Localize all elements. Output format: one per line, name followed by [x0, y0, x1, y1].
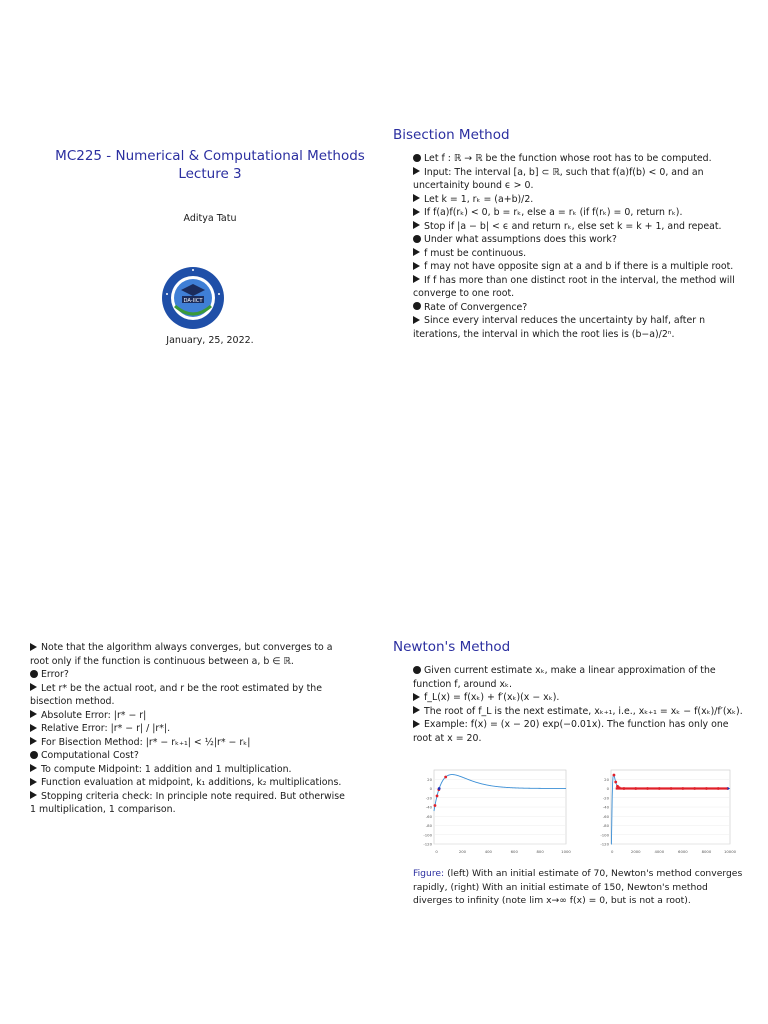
triangle-bullet-icon — [30, 791, 37, 799]
x-tick-label: 1000 — [561, 849, 571, 854]
bullet-item: Since every interval reduces the uncertainty by half, after n iterations, the interval in which the root lies is (b−a)/2ⁿ. — [413, 315, 706, 340]
bullet-item: Rate of Convergence? — [413, 301, 741, 315]
course-title: MC225 - Numerical & Computational Methods — [55, 148, 365, 164]
bullet-item: f must be continuous. — [413, 247, 741, 261]
bullet-item: The root of f_L is the next estimate, xₖ₊₁, i.e., xₖ₊₁ = xₖ − f(xₖ)/f′(xₖ). — [413, 705, 743, 719]
y-tick-label: -100 — [600, 832, 609, 838]
y-tick-label: -100 — [423, 832, 432, 838]
y-tick-label: -120 — [600, 841, 609, 847]
bullet-item: Note that the algorithm always converges, but converges to a root only if the function is continuous between a, b ∈ ℝ. — [30, 642, 333, 667]
iterate-point — [434, 804, 437, 807]
title-slide — [30, 147, 390, 224]
bullet-item: To compute Midpoint: 1 addition and 1 multiplication. — [30, 763, 348, 777]
triangle-bullet-icon — [413, 720, 420, 728]
bullet-item: Stopping criteria check: In principle note required. But otherwise 1 multiplication, 1 comparison. — [30, 790, 345, 815]
author-name: Aditya Tatu — [183, 213, 237, 224]
bullet-item: If f(a)f(rₖ) < 0, b = rₖ, else a = rₖ (if f(rₖ) = 0, return rₖ). — [413, 206, 741, 220]
triangle-bullet-icon — [413, 208, 420, 216]
triangle-bullet-icon — [30, 643, 37, 651]
bullet-item: Input: The interval [a, b] ⊂ ℝ, such that f(a)f(b) < 0, and an uncertainity bound ϵ > 0. — [413, 166, 704, 191]
caption-label: Figure: — [413, 868, 445, 879]
y-tick-label: 0 — [429, 786, 432, 791]
triangle-bullet-icon — [30, 724, 37, 732]
bullet-item: For Bisection Method: |r* − rₖ₊₁| < ½|r* − rₖ| — [30, 736, 348, 750]
y-tick-label: -80 — [602, 823, 609, 828]
circle-bullet-icon — [30, 670, 38, 678]
y-tick-label: -20 — [425, 795, 432, 801]
x-tick-label: 600 — [510, 849, 518, 854]
lecture-title — [30, 147, 390, 183]
triangle-bullet-icon — [30, 764, 37, 772]
x-tick-label: 10000 — [723, 849, 737, 854]
y-tick-label: -60 — [602, 813, 609, 819]
bisection-body — [413, 152, 741, 341]
y-tick-label: 20 — [604, 776, 609, 782]
bullet-item: Function evaluation at midpoint, k₁ additions, k₂ multiplications. — [30, 776, 348, 790]
circle-bullet-icon — [413, 302, 421, 310]
triangle-bullet-icon — [30, 683, 37, 691]
bullet-item: f may not have opposite sign at a and b if there is a multiple root. — [413, 260, 741, 274]
bullet-item: Error? — [30, 668, 348, 682]
x-tick-label: 4000 — [654, 849, 665, 854]
bullet-item: Let k = 1, rₖ = (a+b)/2. — [413, 193, 741, 207]
triangle-bullet-icon — [413, 706, 420, 714]
triangle-bullet-icon — [30, 710, 37, 718]
bullet-item: f_L(x) = f(xₖ) + f′(xₖ)(x − xₖ). — [413, 691, 743, 705]
y-tick-label: -80 — [425, 823, 432, 828]
x-tick-label: 0 — [435, 849, 438, 854]
y-tick-label: -60 — [425, 813, 432, 819]
triangle-bullet-icon — [413, 262, 420, 270]
newton-title: Newton's Method — [393, 639, 511, 655]
lecture-number: Lecture 3 — [178, 166, 242, 182]
x-tick-label: 200 — [458, 849, 467, 854]
x-tick-label: 400 — [484, 849, 492, 854]
circle-bullet-icon — [413, 666, 421, 674]
triangle-bullet-icon — [413, 248, 420, 256]
iterate-point — [438, 787, 441, 790]
x-tick-label: 8000 — [701, 849, 712, 854]
caption-text: (left) With an initial estimate of 70, Newton's method converges rapidly, (right) With an initial estimate of 150, Newton's method diverges to infinity (note lim x→∞ f(x) = 0, but is not a root). — [413, 868, 743, 906]
x-tick-label: 800 — [536, 849, 544, 854]
iterate-point — [444, 776, 447, 779]
y-tick-label: 0 — [606, 786, 609, 791]
circle-bullet-icon — [413, 235, 421, 243]
bullet-item: If f has more than one distinct root in the interval, the method will converge to one root. — [413, 274, 735, 299]
y-tick-label: -20 — [602, 795, 609, 801]
triangle-bullet-icon — [413, 275, 420, 283]
triangle-bullet-icon — [413, 194, 420, 202]
bullet-item: Given current estimate xₖ, make a linear approximation of the function f, around xₖ. — [413, 665, 716, 690]
bullet-item: Computational Cost? — [30, 749, 348, 763]
x-tick-label: 0 — [610, 849, 614, 854]
newton-converge-chart — [420, 766, 570, 856]
triangle-bullet-icon — [413, 316, 420, 324]
iterate-point — [613, 774, 616, 777]
university-seal-logo — [161, 266, 225, 330]
y-tick-label: -40 — [425, 804, 432, 810]
y-tick-label: -40 — [602, 804, 609, 810]
bullet-item: Relative Error: |r* − r| / |r*|. — [30, 722, 348, 736]
x-tick-label: 2000 — [630, 849, 641, 854]
bullet-item: Let f : ℝ → ℝ be the function whose root has to be computed. — [413, 152, 741, 166]
bullet-item: Absolute Error: |r* − r| — [30, 709, 348, 723]
bullet-item: Under what assumptions does this work? — [413, 233, 741, 247]
bullet-item: Let r* be the actual root, and r be the root estimated by the bisection method. — [30, 682, 323, 707]
triangle-bullet-icon — [413, 221, 420, 229]
logo-text: DA-IICT — [183, 298, 203, 304]
y-tick-label: -120 — [423, 841, 432, 847]
newton-body — [413, 664, 743, 745]
iterate-point — [436, 795, 439, 798]
x-tick-label: 6000 — [678, 849, 688, 854]
triangle-bullet-icon — [413, 693, 420, 701]
iterate-point — [614, 781, 617, 784]
newton-diverge-chart — [597, 766, 737, 856]
figure-caption — [413, 867, 743, 908]
triangle-bullet-icon — [30, 778, 37, 786]
circle-bullet-icon — [30, 751, 38, 759]
bullet-item: Example: f(x) = (x − 20) exp(−0.01x). The function has only one root at x = 20. — [413, 719, 729, 744]
error-analysis-body — [30, 641, 348, 817]
triangle-bullet-icon — [30, 737, 37, 745]
y-tick-label: 20 — [427, 776, 432, 782]
triangle-bullet-icon — [413, 167, 420, 175]
circle-bullet-icon — [413, 154, 421, 162]
bisection-title: Bisection Method — [393, 127, 510, 143]
bullet-item: Stop if |a − b| < ϵ and return rₖ, else set k = k + 1, and repeat. — [413, 220, 741, 234]
lecture-date: January, 25, 2022. — [166, 335, 254, 346]
